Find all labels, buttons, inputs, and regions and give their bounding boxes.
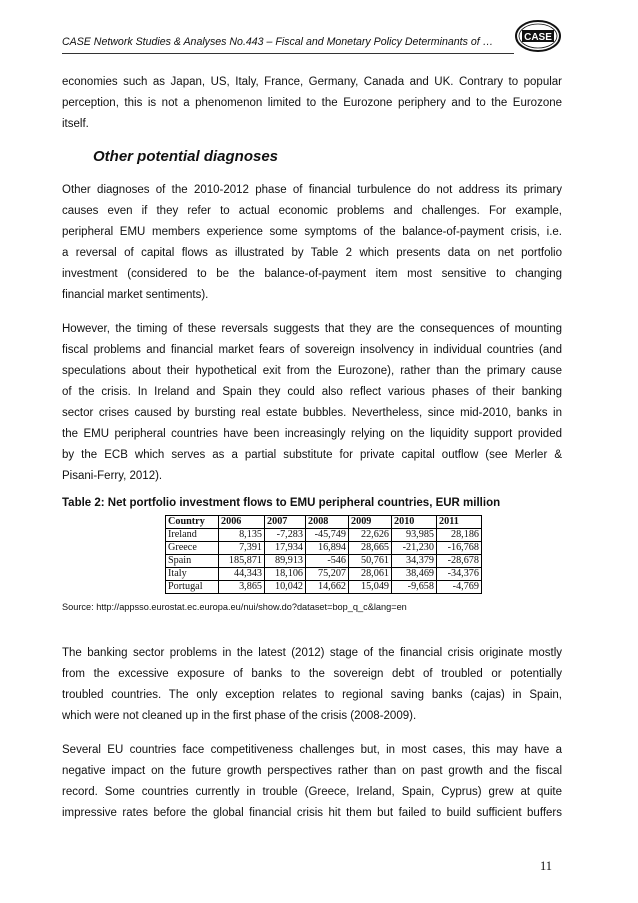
table-cell: -546 <box>306 555 349 568</box>
text-line: which were not cleaned up in the first phase of the crisis (2008-2009). <box>62 710 417 722</box>
table-header-cell: 2006 <box>219 516 265 529</box>
text-line: causes even if they refer to actual economic problems and challenges. For example, <box>62 205 562 217</box>
running-header: CASE Network Studies & Analyses No.443 – Fiscal and Monetary Policy Determinants of … <box>62 36 494 48</box>
text-line: peripheral EMU members experience some symptoms of the balance-of-payment crisis, i.e. <box>62 226 562 238</box>
table-header-cell: 2007 <box>265 516 306 529</box>
table-cell: 93,985 <box>392 529 437 542</box>
table-cell: -21,230 <box>392 542 437 555</box>
table-cell: 3,865 <box>219 581 265 594</box>
paragraph-1 <box>62 72 562 135</box>
text-line: Other diagnoses of the 2010-2012 phase of financial turbulence do not address its primary <box>62 184 562 196</box>
text-line: fiscal problems and financial market fears of sovereign insolvency in individual countries (and <box>62 344 562 356</box>
table-caption: Table 2: Net portfolio investment flows to EMU peripheral countries, EUR million <box>62 497 501 509</box>
table-cell: 16,894 <box>306 542 349 555</box>
text-line: by the ECB which serves as a partial substitute for private capital outflow (see Merler & <box>62 449 562 461</box>
table-cell: 89,913 <box>265 555 306 568</box>
table-row <box>166 581 482 594</box>
table-row <box>166 542 482 555</box>
table-cell: 28,186 <box>437 529 482 542</box>
table-cell: 10,042 <box>265 581 306 594</box>
table-cell: 17,934 <box>265 542 306 555</box>
text-line: investment (considered to be the balance-of-payment item most sensitive to changing <box>62 268 562 280</box>
table-cell: -7,283 <box>265 529 306 542</box>
table-header-cell: 2011 <box>437 516 482 529</box>
table-cell: 18,106 <box>265 568 306 581</box>
table-header-cell: 2009 <box>349 516 392 529</box>
table-source: Source: http://appsso.eurostat.ec.europa.eu/nui/show.do?dataset=bop_q_c&lang=en <box>62 602 407 612</box>
table-row <box>166 568 482 581</box>
text-line: Pisani-Ferry, 2012). <box>62 470 163 482</box>
text-line: a reversal of capital flows as illustrated by Table 2 which presents data on net portfolio <box>62 247 562 259</box>
table-cell: 75,207 <box>306 568 349 581</box>
table-cell: 34,379 <box>392 555 437 568</box>
table-cell: -9,658 <box>392 581 437 594</box>
paragraph-5 <box>62 740 562 824</box>
text-line: Several EU countries face competitiveness challenges but, in most cases, this may have a <box>62 744 562 756</box>
text-line: record. Some countries currently in trouble (Greece, Ireland, Spain, Cyprus) grew at quite <box>62 786 562 798</box>
text-line: impressive rates before the global financial crisis hit them but failed to build sufficient buffers <box>62 807 562 819</box>
table-cell: -16,768 <box>437 542 482 555</box>
table-header-cell: Country <box>166 516 219 529</box>
table-header-cell: 2010 <box>392 516 437 529</box>
header-rule <box>62 53 514 54</box>
text-line: perception, this is not a phenomenon limited to the Eurozone periphery and to the Eurozone <box>62 97 562 109</box>
text-line: itself. <box>62 118 89 130</box>
table-cell: 14,662 <box>306 581 349 594</box>
text-line: economies such as Japan, US, Italy, France, Germany, Canada and UK. Contrary to popular <box>62 76 562 88</box>
text-line: financial market sentiments). <box>62 289 209 301</box>
text-line: sector crises caused by bursting real estate bubbles. Nevertheless, since mid-2010, banks in <box>62 407 562 419</box>
text-line: speculations about their hypothetical exit from the Eurozone), rather than the primary cause <box>62 365 562 377</box>
table-header-row <box>166 516 482 529</box>
paragraph-2 <box>62 180 562 306</box>
case-logo-text: CASE <box>524 32 552 43</box>
page-number: 11 <box>540 859 553 873</box>
text-line: of the crisis. In Ireland and Spain they could also reflect various phases of their banking <box>62 386 562 398</box>
table-cell: 7,391 <box>219 542 265 555</box>
table-cell: -45,749 <box>306 529 349 542</box>
section-heading: Other potential diagnoses <box>93 148 279 165</box>
table-row <box>166 529 482 542</box>
table-cell: 28,665 <box>349 542 392 555</box>
portfolio-investment-table <box>165 515 482 594</box>
table-cell: Italy <box>166 568 219 581</box>
table-cell: Ireland <box>166 529 219 542</box>
table-cell: Spain <box>166 555 219 568</box>
table-cell: 28,061 <box>349 568 392 581</box>
table-header-cell: 2008 <box>306 516 349 529</box>
text-line: the EMU peripheral countries have been increasingly relying on the liquidity support provided <box>62 428 562 440</box>
table-cell: 44,343 <box>219 568 265 581</box>
table-cell: Portugal <box>166 581 219 594</box>
paragraph-3 <box>62 319 562 487</box>
text-line: troubled countries. The only exception relates to regional saving banks (cajas) in Spain, <box>62 689 562 701</box>
table-cell: 15,049 <box>349 581 392 594</box>
paragraph-4 <box>62 643 562 727</box>
table-cell: 185,871 <box>219 555 265 568</box>
text-line: However, the timing of these reversals suggests that they are the consequences of mounting <box>62 323 562 335</box>
table-cell: -28,678 <box>437 555 482 568</box>
case-logo <box>514 19 562 53</box>
table-cell: -34,376 <box>437 568 482 581</box>
table-cell: Greece <box>166 542 219 555</box>
table-cell: 38,469 <box>392 568 437 581</box>
table-cell: 22,626 <box>349 529 392 542</box>
text-line: negative impact on the future growth perspectives rather than on past growth and the fiscal <box>62 765 562 777</box>
text-line: The banking sector problems in the latest (2012) stage of the financial crisis originate mostly <box>62 647 562 659</box>
table-row <box>166 555 482 568</box>
table-cell: 50,761 <box>349 555 392 568</box>
text-line: from the excessive exposure of banks to the sovereign debt of troubled or potentially <box>62 668 562 680</box>
table-cell: 8,135 <box>219 529 265 542</box>
table-cell: -4,769 <box>437 581 482 594</box>
